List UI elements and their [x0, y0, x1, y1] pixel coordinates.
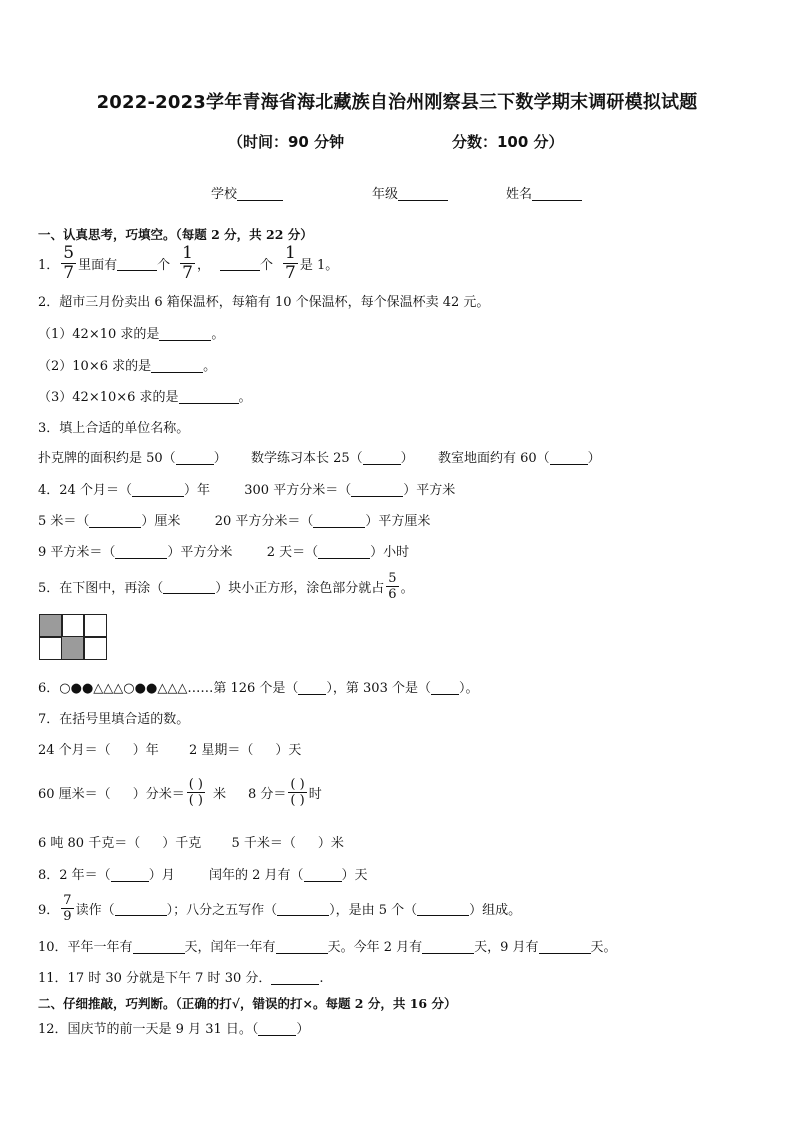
answer-blank[interactable]	[539, 939, 591, 954]
answer-blank[interactable]	[258, 1021, 296, 1036]
question-2-sub-2: （2）10×6 求的是 。	[38, 359, 217, 374]
fraction-5-6: $\frac{5}{6}$	[388, 570, 397, 602]
question-7-line-3: 6 吨 80 千克＝（ ）千克 5 千米＝（ ）米	[38, 836, 344, 851]
grid-cell[interactable]	[61, 614, 84, 637]
exam-score: 分数：100 分）	[452, 133, 564, 151]
answer-blank[interactable]	[159, 326, 211, 341]
answer-blank[interactable]	[117, 256, 157, 271]
answer-blank[interactable]	[277, 901, 329, 916]
answer-blank[interactable]	[298, 680, 326, 695]
answer-blank[interactable]	[318, 544, 370, 559]
exam-time: （时间：90 分钟	[228, 133, 345, 151]
answer-blank[interactable]	[276, 939, 328, 954]
question-1: 1． $\frac{5}{7}$ 里面有 个 $\frac{1}{7}$ ， 个 $\frac{1}{7}$ 是 1。	[38, 242, 339, 283]
answer-blank[interactable]	[220, 256, 260, 271]
question-6: 6．○●●△△△○●●△△△……第 126 个是（ ），第 303 个是（ ）。	[38, 681, 479, 696]
grid-cell-shaded	[61, 636, 84, 659]
answer-blank[interactable]	[422, 939, 474, 954]
grid-cell[interactable]	[83, 614, 106, 637]
answer-blank[interactable]	[111, 867, 149, 882]
question-9: 9． $\frac{7}{9}$ 读作（ ）；八分之五写作（ ），是由 5 个（ ）组成。	[38, 892, 522, 924]
school-field[interactable]	[211, 183, 283, 202]
question-12: 12．国庆节的前一天是 9 月 31 日。（ ）	[38, 1022, 310, 1037]
page-title: 2022-2023学年青海省海北藏族自治州刚察县三下数学期末调研模拟试题	[96, 92, 698, 113]
answer-blank[interactable]	[271, 970, 319, 985]
shaded-square-grid	[40, 615, 106, 659]
question-7-line-2: 60 厘米＝（ ）分米＝ $\frac{( )}{( )}$ 米 8 分＝ $\frac{( )}{( )}$ 时	[38, 776, 322, 808]
grid-cell[interactable]	[83, 636, 106, 659]
question-2-sub-1: （1）42×10 求的是 。	[38, 327, 225, 342]
answer-blank[interactable]	[431, 680, 459, 695]
section-1-title: 一、认真思考，巧填空。（每题 2 分，共 22 分）	[38, 227, 313, 242]
answer-blank[interactable]	[179, 389, 239, 404]
answer-blank[interactable]	[351, 482, 403, 497]
answer-blank[interactable]	[115, 544, 167, 559]
question-2-sub-3: （3）42×10×6 求的是 。	[38, 390, 252, 405]
answer-blank[interactable]	[304, 867, 342, 882]
answer-blank[interactable]	[417, 901, 469, 916]
grade-label: 年级	[372, 187, 399, 202]
question-3-items: 扑克牌的面积约是 50（ ） 数学练习本长 25（ ） 教室地面约有 60（ ）	[38, 451, 601, 466]
grid-cell-shaded	[39, 614, 62, 637]
answer-blank[interactable]	[363, 450, 401, 465]
answer-blank[interactable]	[550, 450, 588, 465]
answer-blank[interactable]	[176, 450, 214, 465]
school-label: 学校	[211, 187, 238, 202]
fraction-7-9: $\frac{7}{9}$	[63, 892, 72, 924]
question-4-line-2: 5 米＝（ ）厘米 20 平方分米＝（ ）平方厘米	[38, 514, 431, 529]
question-2: 2．超市三月份卖出 6 箱保温杯，每箱有 10 个保温杯，每个保温杯卖 42 元。	[38, 295, 490, 310]
answer-blank[interactable]	[132, 482, 184, 497]
answer-blank[interactable]	[133, 939, 185, 954]
fraction-5-7: $\frac{5}{7}$	[63, 242, 75, 283]
question-10: 10．平年一年有 天，闰年一年有 天。今年 2 月有 天，9 月有 天。	[38, 940, 617, 955]
answer-blank[interactable]	[115, 901, 167, 916]
question-5: 5．在下图中，再涂（ ）块小正方形，涂色部分就占 $\frac{5}{6}$ 。	[38, 570, 414, 602]
answer-blank[interactable]	[151, 358, 203, 373]
blank-fraction[interactable]: $\frac{( )}{( )}$	[290, 776, 305, 808]
question-7: 7．在括号里填合适的数。	[38, 712, 190, 727]
grade-field[interactable]	[372, 183, 448, 202]
question-4-line-1: 4．24 个月＝（ ）年 300 平方分米＝（ ）平方米	[38, 483, 456, 498]
grid-cell[interactable]	[39, 636, 62, 659]
question-3: 3．填上合适的单位名称。	[38, 421, 190, 436]
question-8: 8．2 年＝（ ）月 闰年的 2 月有（ ）天	[38, 868, 368, 883]
answer-blank[interactable]	[89, 513, 141, 528]
blank-fraction[interactable]: $\frac{( )}{( )}$	[188, 776, 203, 808]
section-2-title: 二、仔细推敲，巧判断。（正确的打√，错误的打×。每题 2 分，共 16 分）	[38, 996, 457, 1011]
question-11: 11．17 时 30 分就是下午 7 时 30 分． .	[38, 971, 324, 986]
answer-blank[interactable]	[163, 579, 215, 594]
answer-blank[interactable]	[313, 513, 365, 528]
question-7-line-1: 24 个月＝（ ）年 2 星期＝（ ）天	[38, 743, 302, 758]
name-label: 姓名	[506, 187, 533, 202]
question-4-line-3: 9 平方米＝（ ）平方分米 2 天＝（ ）小时	[38, 545, 410, 560]
name-field[interactable]	[506, 183, 582, 202]
